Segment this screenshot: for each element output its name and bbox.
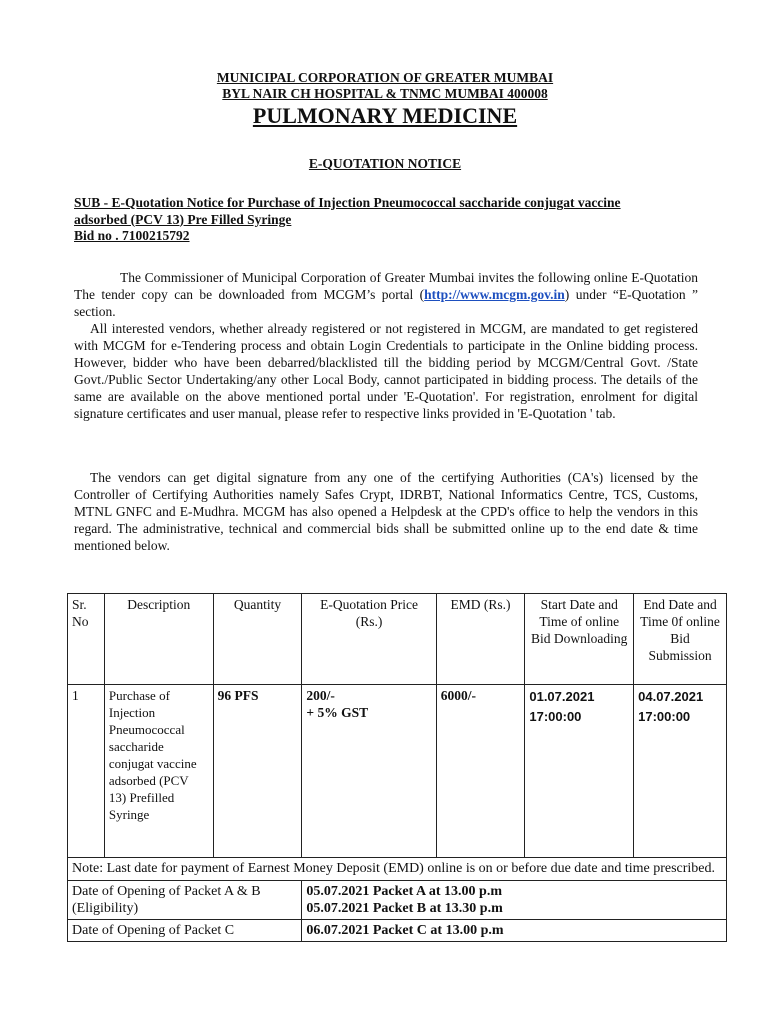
header-quantity: Quantity: [213, 594, 302, 685]
header-sr: Sr. No: [68, 594, 105, 685]
cell-description: Purchase of Injection Pneumococcal saccharide conjugat vaccine adsorbed (PCV 13) Prefilled Syringe: [104, 685, 213, 858]
intro-text-end: ) under “E-Quotation ” section.: [74, 287, 698, 319]
subject-line-2: adsorbed (PCV 13) Pre Filled Syringe: [74, 211, 292, 227]
cell-price: [302, 685, 436, 858]
note-row: [68, 858, 727, 881]
opening-c-row: [68, 920, 727, 942]
start-time: 17:00:00: [529, 709, 582, 724]
registration-text: All interested vendors, whether already registered or not registered in MCGM, are mandated to get registered with MCGM for e-Tendering process and obtain Login Credentials to participate in the Online bidding process. However, bidder who have been debarred/blacklisted till the bidding period by MCGM/Central Govt. /State Govt./Public Sector Undertaking/any other Local Body, cannot participated in bidding process. The details of the same are available on the above mentioned portal under 'E-Quotation'. For registration, enrolment for digital signature certificates and user manual, please refer to respective links provided in 'E-Quotation ' tab.: [74, 321, 698, 421]
bid-number: Bid no . 7100215792: [74, 228, 190, 243]
opening-c-value: 06.07.2021 Packet C at 13.00 p.m: [302, 920, 727, 942]
notice-title: E-QUOTATION NOTICE: [308, 156, 462, 171]
subject-line-1: SUB - E-Quotation Notice for Purchase of Injection Pneumococcal saccharide conjugat vaccine: [74, 195, 621, 210]
cell-end: [634, 685, 727, 858]
registration-paragraph: [74, 320, 698, 422]
price-base: 200/-: [306, 688, 335, 703]
table-row: [68, 685, 727, 858]
opening-ab-values: [302, 881, 727, 920]
emd-note: Note: Last date for payment of Earnest Money Deposit (EMD) online is on or before due date and time prescribed.: [68, 858, 727, 881]
price-gst: + 5% GST: [306, 705, 369, 720]
header-end-date: End Date and Time 0f online Bid Submission: [634, 594, 727, 685]
header-emd: EMD (Rs.): [436, 594, 525, 685]
digital-signature-text: The vendors can get digital signature from any one of the certifying Authorities (CA's) licensed by the Controller of Certifying Authorities namely Safes Crypt, IDRBT, National Informatics Centre, TCS, Customs, MTNL GNFC and E-Mudhra. MCGM has also opened a Helpdesk at the CPD's office to help the vendors in this regard. The administrative, technical and commercial bids shall be submitted online up to the end date & time mentioned below.: [74, 470, 698, 553]
table-header-row: [68, 594, 727, 685]
opening-b: 05.07.2021 Packet B at 13.30 p.m: [306, 901, 503, 916]
opening-ab-row: [68, 881, 727, 920]
intro-paragraph: [74, 269, 698, 320]
end-time: 17:00:00: [638, 709, 691, 724]
header-price: E-Quotation Price (Rs.): [302, 594, 436, 685]
quotation-table: [67, 593, 727, 942]
cell-quantity: 96 PFS: [213, 685, 302, 858]
opening-ab-label: Date of Opening of Packet A & B (Eligibility): [68, 881, 302, 920]
cell-sr: 1: [68, 685, 105, 858]
department-title: PULMONARY MEDICINE: [252, 103, 518, 128]
cell-emd: 6000/-: [436, 685, 525, 858]
header-description: Description: [104, 594, 213, 685]
opening-c-label: Date of Opening of Packet C: [68, 920, 302, 942]
end-date: 04.07.2021: [638, 689, 704, 704]
intro-text: The Commissioner of Municipal Corporation of Greater Mumbai invites the following online E-Quotation The tender copy can be downloaded from MCGM’s portal (: [74, 270, 698, 302]
header-start-date: Start Date and Time of online Bid Downloading: [525, 594, 634, 685]
org-name: MUNICIPAL CORPORATION OF GREATER MUMBAI: [216, 70, 554, 85]
start-date: 01.07.2021: [529, 689, 595, 704]
opening-a: 05.07.2021 Packet A at 13.00 p.m: [306, 884, 502, 899]
digital-signature-paragraph: [74, 469, 698, 554]
subject-block: [74, 195, 698, 245]
cell-start: [525, 685, 634, 858]
hospital-name: BYL NAIR CH HOSPITAL & TNMC MUMBAI 400008: [222, 86, 548, 101]
mcgm-portal-link[interactable]: http://www.mcgm.gov.in: [424, 287, 565, 302]
